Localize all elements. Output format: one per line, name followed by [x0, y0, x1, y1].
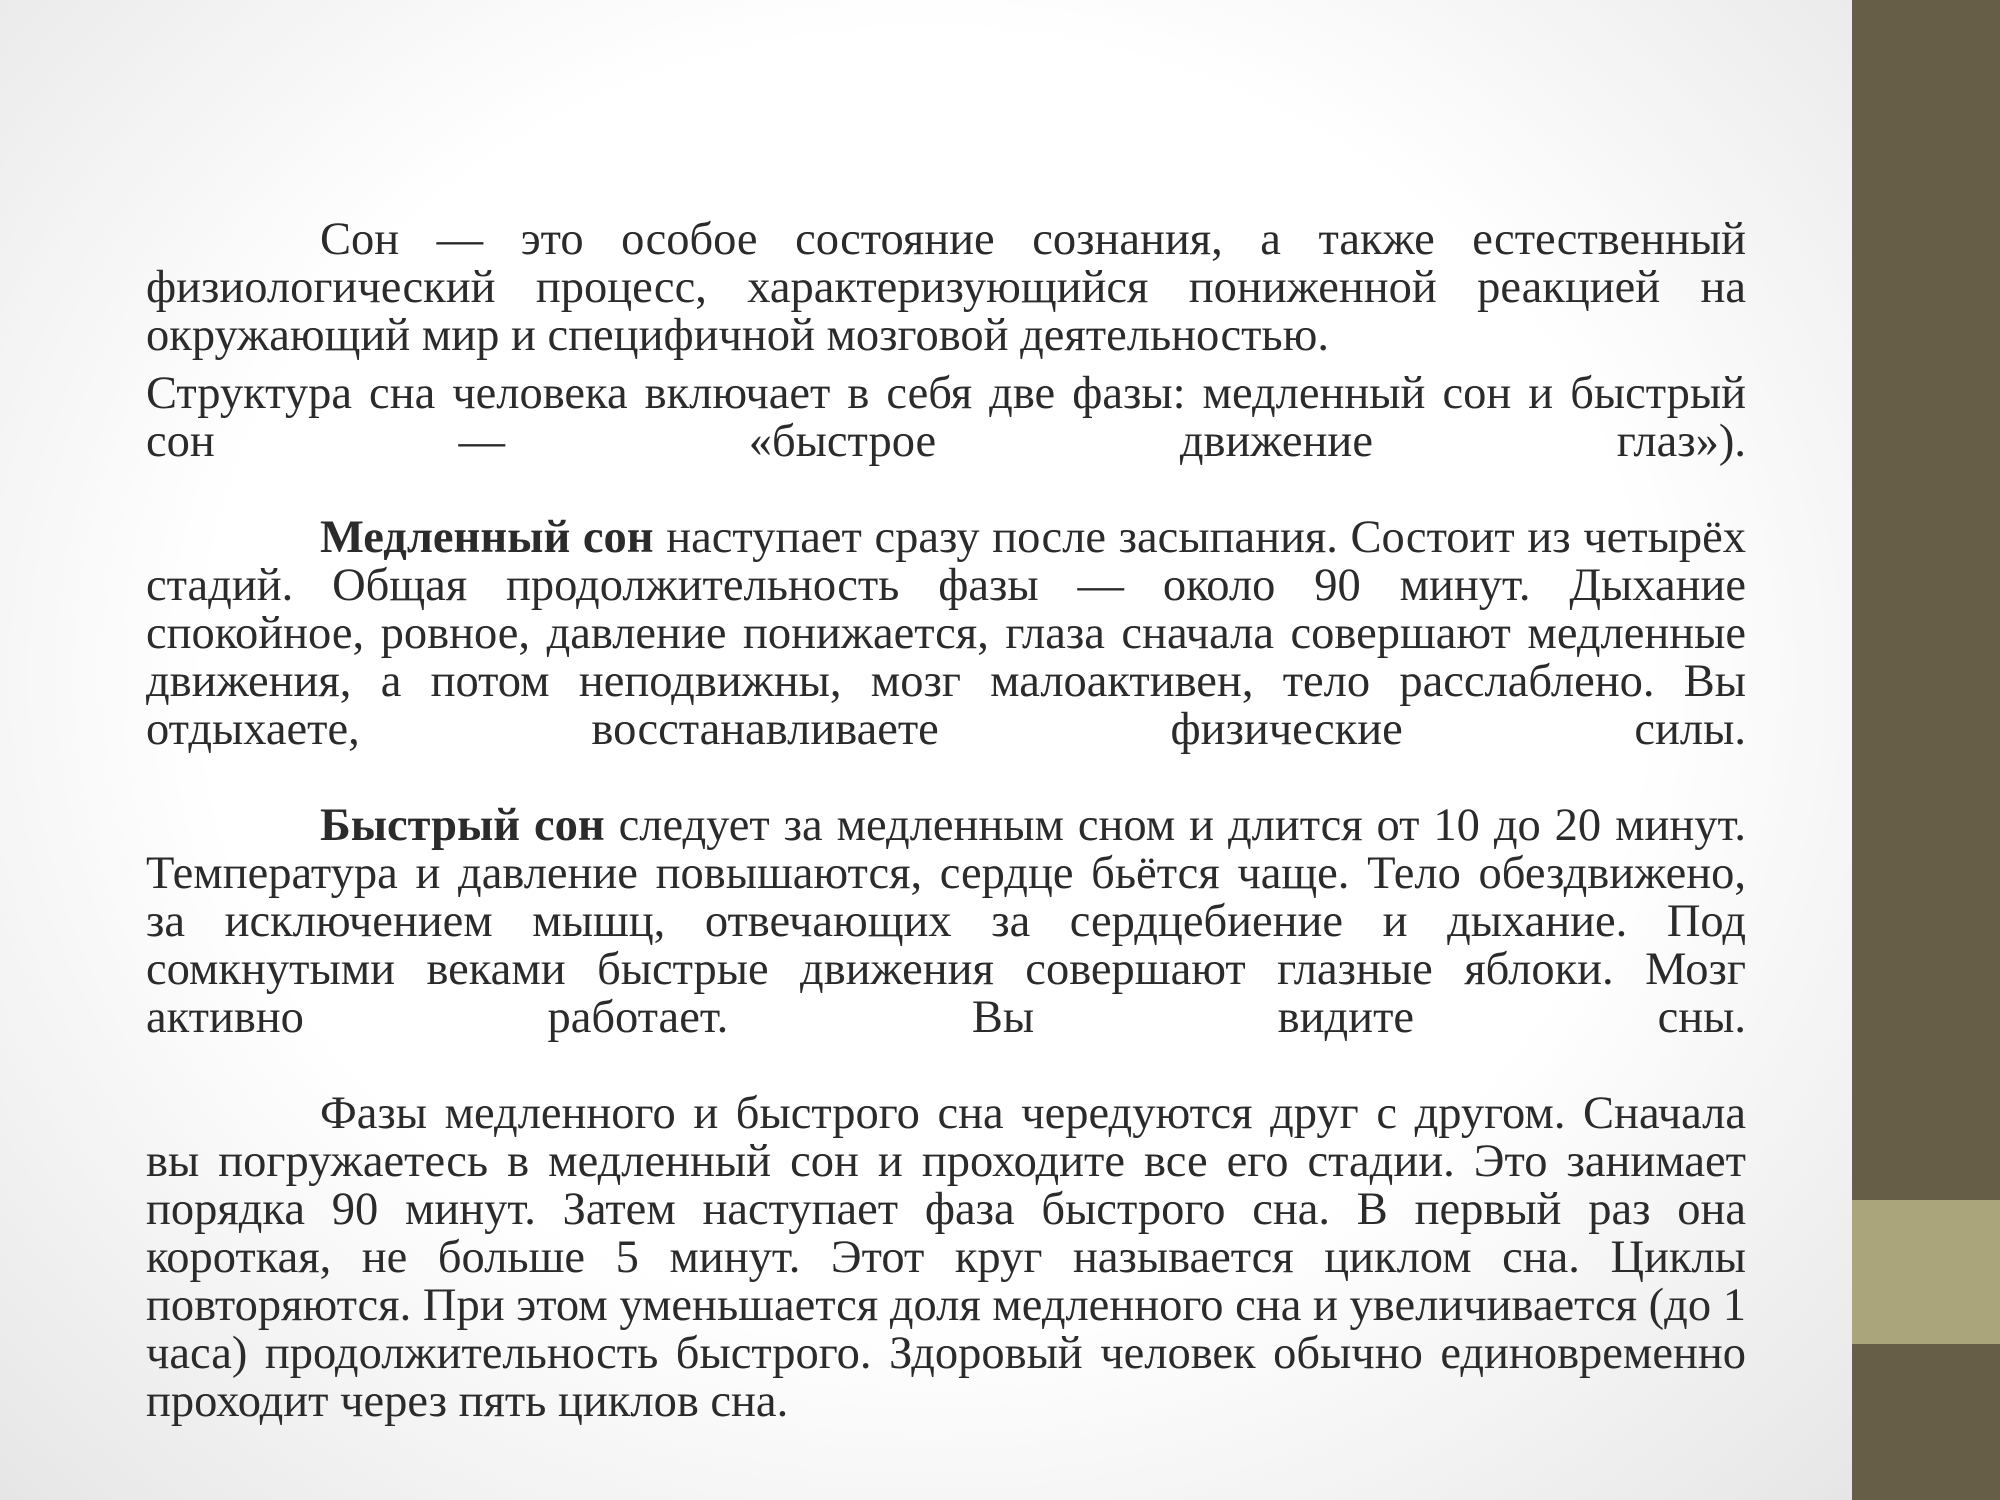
paragraph-sleep-definition: Сон — это особое состояние сознания, а также естественный физиологический процесс, характеризующийся пониженной реакцией на окружающий мир и специфичной мозговой деятельностью. — [146, 214, 1746, 361]
term-slow-sleep: Медленный сон — [320, 512, 654, 563]
slide-text-block — [146, 216, 1746, 1426]
rem-sleep-description: следует за медленным сном и длится от 10 до 20 минут. Температура и давление повышаются, сердце бьётся чаще. Тело обездвижено, за исключением мышц, отвечающих за сердцебиение и дыхание. Под сомкнутыми веками быстрые движения совершают глазные яблоки. Мозг активно работает. Вы видите сны. — [146, 800, 1746, 1043]
paragraph-rem-sleep — [146, 802, 1746, 1042]
paragraph-slow-sleep — [146, 514, 1746, 754]
term-rem-sleep: Быстрый сон — [320, 800, 605, 851]
paragraph-sleep-structure: Структура сна человека включает в себя две фазы: медленный сон и быстрый сон — «быстрое движение глаз»). — [146, 368, 1746, 467]
sidebar-accent-band — [1852, 1200, 2000, 1344]
slow-sleep-description: наступает сразу после засыпания. Состоит из четырёх стадий. Общая продолжительность фазы — около 90 минут. Дыхание спокойное, ровное, давление понижается, глаза сначала совершают медленные движения, а потом неподвижны, мозг малоактивен, тело расслаблено. Вы отдыхаете, восстанавливаете физические силы. — [146, 512, 1746, 755]
paragraph-sleep-cycles: Фазы медленного и быстрого сна чередуются друг с другом. Сначала вы погружаетесь в медленный сон и проходите все его стадии. Это занимает порядка 90 минут. Затем наступает фаза быстрого сна. В первый раз она короткая, не больше 5 минут. Этот круг называется циклом сна. Циклы повторяются. При этом уменьшается доля медленного сна и увеличивается (до 1 часа) продолжительность быстрого. Здоровый человек обычно единовременно проходит через пять циклов сна. — [146, 1088, 1746, 1427]
